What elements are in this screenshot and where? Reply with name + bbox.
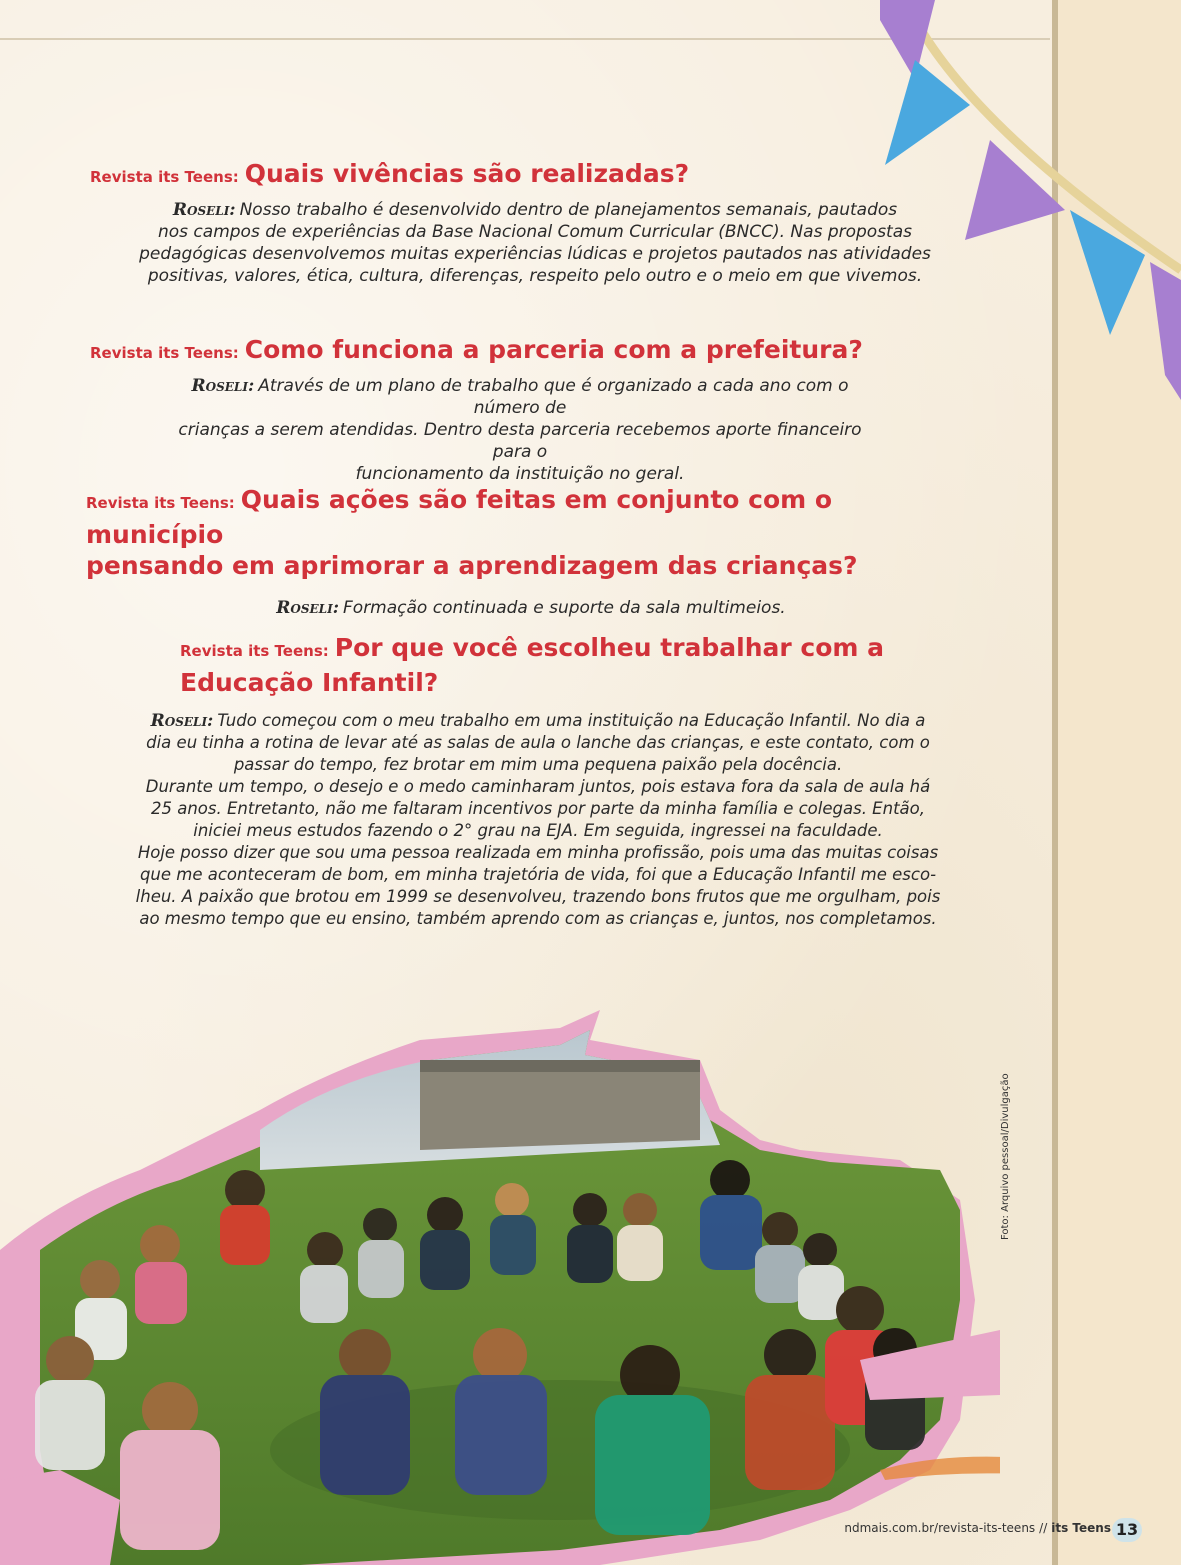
speaker-name: Roseli: bbox=[276, 598, 340, 618]
photo-credit: Foto: Arquivo pessoal/Divulgação bbox=[1000, 1073, 1011, 1240]
question-2 bbox=[90, 334, 980, 369]
answer-line: Hoje posso dizer que sou uma pessoa realizada em minha profissão, pois uma das muitas coisas bbox=[137, 843, 939, 862]
page-number: 13 bbox=[1112, 1518, 1142, 1542]
footer bbox=[844, 1521, 1111, 1535]
question-text: Educação Infantil? bbox=[180, 668, 439, 697]
speaker-name: Roseli: bbox=[191, 376, 255, 396]
footer-separator: // bbox=[1039, 1521, 1048, 1535]
answer-line: ao mesmo tempo que eu ensino, também aprendo com as crianças e, juntos, nos completamos. bbox=[139, 909, 937, 928]
answer-line: Tudo começou com o meu trabalho em uma instituição na Educação Infantil. No dia a bbox=[217, 711, 926, 730]
question-prefix: Revista its Teens: bbox=[86, 494, 235, 512]
answer-line: Nosso trabalho é desenvolvido dentro de planejamentos semanais, pautados bbox=[239, 200, 898, 220]
answer-line: nos campos de experiências da Base Nacional Comum Curricular (BNCC). Nas propostas bbox=[158, 222, 912, 242]
qa-block-1 bbox=[90, 158, 980, 287]
question-4 bbox=[180, 632, 900, 698]
answer-line: Durante um tempo, o desejo e o medo caminharam juntos, pois estava fora da sala de aula há bbox=[145, 777, 931, 796]
question-prefix: Revista its Teens: bbox=[180, 642, 329, 660]
question-text: Por que você escolheu trabalhar com a bbox=[334, 633, 885, 662]
answer-3 bbox=[86, 597, 976, 619]
answer-line: positivas, valores, ética, cultura, diferenças, respeito pelo outro e o meio em que vivemos. bbox=[147, 266, 923, 286]
answer-line: Através de um plano de trabalho que é organizado a cada ano com o número de bbox=[258, 376, 849, 418]
question-text: Quais vivências são realizadas? bbox=[244, 159, 690, 188]
qa-block-3 bbox=[86, 484, 976, 619]
question-prefix: Revista its Teens: bbox=[90, 168, 239, 186]
footer-url[interactable]: ndmais.com.br/revista-its-teens bbox=[844, 1521, 1036, 1535]
answer-line: pedagógicas desenvolvemos muitas experiências lúdicas e projetos pautados nas atividades bbox=[139, 244, 931, 264]
question-text: Como funciona a parceria com a prefeitura? bbox=[244, 335, 863, 364]
children-circle-photo bbox=[0, 1000, 1000, 1565]
question-1 bbox=[90, 158, 980, 193]
question-3 bbox=[86, 484, 976, 581]
qa-block-2 bbox=[90, 334, 980, 485]
question-text: pensando em aprimorar a aprendizagem das crianças? bbox=[86, 551, 858, 580]
footer-brand: its Teens bbox=[1051, 1521, 1111, 1535]
speaker-name: Roseli: bbox=[150, 711, 214, 731]
qa-block-4-answer bbox=[82, 704, 994, 930]
answer-line: passar do tempo, fez brotar em mim uma pequena paixão pela docência. bbox=[233, 755, 843, 774]
answer-1 bbox=[90, 199, 980, 287]
qa-block-4-question bbox=[180, 632, 900, 698]
answer-line: Formação continuada e suporte da sala multimeios. bbox=[343, 598, 786, 618]
answer-2 bbox=[160, 375, 880, 485]
question-text: Quais ações são feitas em conjunto com o município bbox=[86, 485, 833, 549]
answer-line: que me aconteceram de bom, em minha trajetória de vida, foi que a Educação Infantil me esco- bbox=[139, 865, 937, 884]
answer-line: funcionamento da instituição no geral. bbox=[355, 464, 685, 484]
answer-line: iniciei meus estudos fazendo o 2° grau na EJA. Em seguida, ingressei na faculdade. bbox=[193, 821, 883, 840]
answer-line: crianças a serem atendidas. Dentro desta parceria recebemos aporte financeiro para o bbox=[178, 420, 862, 462]
question-prefix: Revista its Teens: bbox=[90, 344, 239, 362]
answer-line: 25 anos. Entretanto, não me faltaram incentivos por parte da minha família e colegas. Então, bbox=[151, 799, 925, 818]
answer-line: lheu. A paixão que brotou em 1999 se desenvolveu, trazendo bons frutos que me orgulham, pois bbox=[135, 887, 941, 906]
answer-line: dia eu tinha a rotina de levar até as salas de aula o lanche das crianças, e este contato, com o bbox=[146, 733, 930, 752]
answer-4 bbox=[82, 710, 994, 930]
speaker-name: Roseli: bbox=[172, 200, 236, 220]
